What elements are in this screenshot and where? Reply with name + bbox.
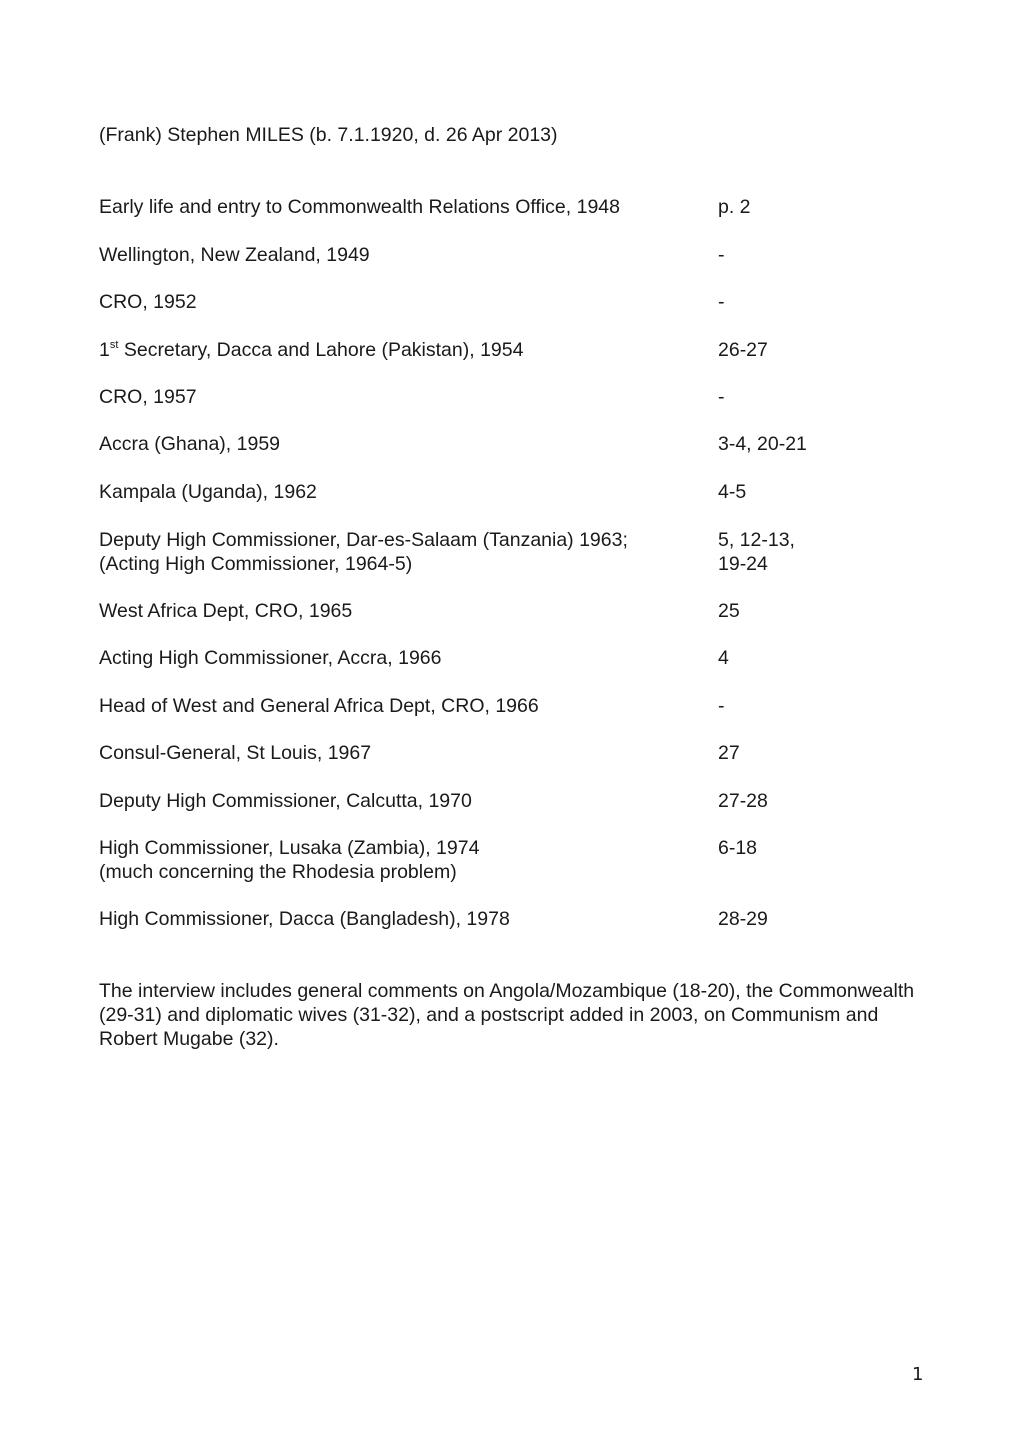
toc-entry-pages: -	[718, 244, 725, 266]
toc-entry-label: Deputy High Commissioner, Dar-es-Salaam (Tanzania) 1963; (Acting High Commissioner, 1964-5)	[99, 529, 628, 575]
toc-entry-label: Wellington, New Zealand, 1949	[99, 244, 370, 266]
toc-entry-label: Consul-General, St Louis, 1967	[99, 742, 372, 764]
toc-entry-pages: 3-4, 20-21	[718, 433, 807, 455]
toc-entry-pages: 25	[718, 600, 740, 622]
page-number: 1	[912, 1364, 924, 1385]
toc-entry-pages: 6-18	[718, 837, 758, 859]
toc-entry-label: CRO, 1957	[99, 386, 197, 408]
toc-entry-label: High Commissioner, Lusaka (Zambia), 1974 (much concerning the Rhodesia problem)	[99, 837, 480, 883]
toc-entry-label: Deputy High Commissioner, Calcutta, 1970	[99, 790, 472, 812]
toc-entry-label: Kampala (Uganda), 1962	[99, 481, 317, 503]
toc-entry-pages: 27	[718, 742, 740, 764]
toc-entry-label: 1st Secretary, Dacca and Lahore (Pakistan), 1954	[99, 338, 524, 361]
toc-entry-pages: 27-28	[718, 790, 768, 812]
ordinal-superscript: st	[109, 338, 119, 351]
toc-entry-pages: 4-5	[718, 481, 747, 503]
toc-entry-pages: 28-29	[718, 908, 768, 930]
toc-entry-label: Acting High Commissioner, Accra, 1966	[99, 647, 442, 669]
toc-entry-pages: -	[718, 291, 725, 313]
toc-entry-pages: -	[718, 386, 725, 408]
toc-entry-pages: p. 2	[718, 196, 751, 218]
toc-entry-pages: -	[718, 695, 725, 717]
toc-entry-label: West Africa Dept, CRO, 1965	[99, 600, 353, 622]
toc-entry-label: Head of West and General Africa Dept, CRO, 1966	[99, 695, 539, 717]
toc-entry-pages: 5, 12-13, 19-24	[718, 529, 795, 575]
toc-entry-label: Early life and entry to Commonwealth Relations Office, 1948	[99, 196, 620, 218]
toc-entry-label: CRO, 1952	[99, 291, 197, 313]
document-title: (Frank) Stephen MILES (b. 7.1.1920, d. 26 Apr 2013)	[99, 124, 558, 146]
toc-entry-label: Accra (Ghana), 1959	[99, 433, 281, 455]
interview-summary: The interview includes general comments on Angola/Mozambique (18-20), the Commonwealth (29-31) and diplomatic wives (31-32), and a postscript added in 2003, on Communism and Robert Mugabe (32).	[99, 980, 915, 1050]
toc-entry-label: High Commissioner, Dacca (Bangladesh), 1978	[99, 908, 510, 930]
toc-entry-pages: 4	[718, 647, 729, 669]
toc-entry-pages: 26-27	[718, 339, 768, 361]
